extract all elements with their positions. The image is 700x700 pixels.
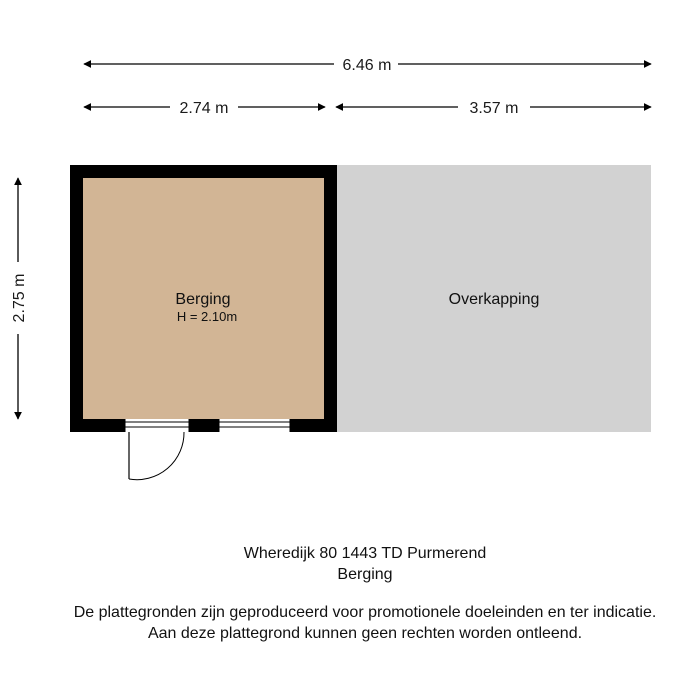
dimension-total-width-label: 6.46 m: [342, 57, 392, 74]
berging-height-label: H = 2.10m: [176, 309, 238, 324]
overkapping-room-label: Overkapping: [448, 291, 540, 308]
disclaimer-line2: Aan deze plattegrond kunnen geen rechten worden ontleend.: [147, 625, 583, 642]
dimension-overkapping-width-label: 3.57 m: [469, 100, 519, 117]
window: [219, 419, 290, 432]
dimension-depth-label: 2.75 m: [11, 273, 28, 323]
subtitle-text: Berging: [337, 566, 393, 583]
dimension-berging-width-label: 2.74 m: [179, 100, 229, 117]
disclaimer-line1: De plattegronden zijn geproduceerd voor promotionele doeleinden en ter indicatie.: [73, 604, 657, 621]
dimension-depth: [11, 178, 28, 419]
dimension-berging-width: [84, 100, 325, 117]
berging-room-label: Berging: [175, 291, 231, 308]
dimension-overkapping-width: [336, 100, 651, 117]
address-text: Wheredijk 80 1443 TD Purmerend: [243, 545, 487, 562]
door-opening: [125, 419, 189, 432]
dimension-total-width: [84, 57, 651, 74]
door-swing-icon: [129, 432, 184, 480]
